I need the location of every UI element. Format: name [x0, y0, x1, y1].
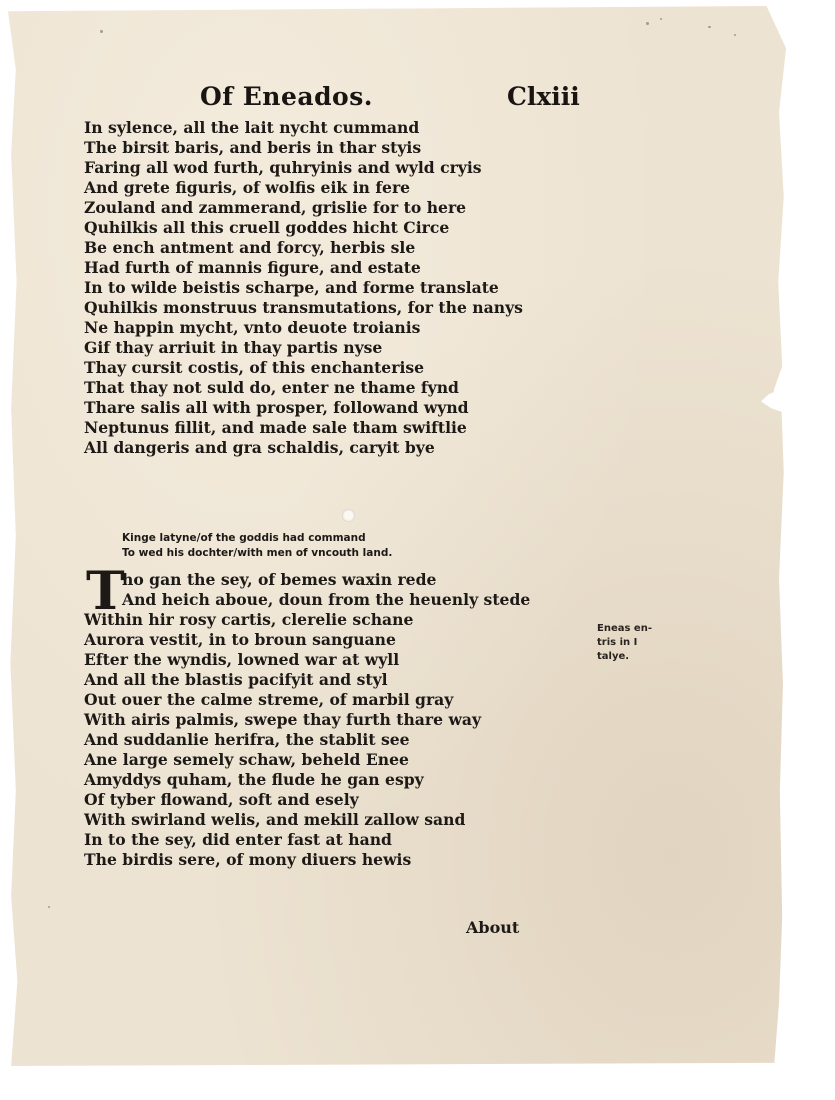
- margin-note-line: tris in I: [597, 637, 638, 648]
- foxing-spot: [48, 906, 50, 908]
- section-rubric: [122, 531, 392, 561]
- paper-hole: [342, 509, 355, 522]
- verse-line: And all the blastis pacifyit and styl: [84, 670, 388, 689]
- verse-line: That thay not suld do, enter ne thame fynd: [84, 378, 459, 397]
- verse-line: With swirland welis, and mekill zallow sand: [84, 810, 466, 829]
- rubric-line: Kinge latyne/of the goddis had command: [122, 532, 366, 544]
- marginal-note: [597, 622, 652, 664]
- foxing-spot: [100, 30, 103, 33]
- verse-line: The birsit baris, and beris in thar styis: [84, 138, 422, 157]
- verse-line: Aurora vestit, in to broun sanguane: [84, 630, 396, 649]
- drop-cap-initial: T: [86, 561, 125, 622]
- verse-line: Be ench antment and forcy, herbis sle: [84, 238, 416, 257]
- verse-line: With airis palmis, swepe thay furth thare way: [84, 710, 482, 729]
- margin-note-line: talye.: [597, 651, 630, 662]
- verse-line: Gif thay arriuit in thay partis nyse: [84, 338, 383, 357]
- verse-line: And suddanlie herifra, the stablit see: [84, 730, 410, 749]
- verse-line: Faring all wod furth, quhryinis and wyld cryis: [84, 158, 482, 177]
- verse-line: Had furth of mannis figure, and estate: [84, 258, 421, 277]
- folio-number: Clxiii: [507, 82, 580, 111]
- verse-line: ho gan the sey, of bemes waxin rede: [122, 570, 437, 589]
- verse-line: And heich aboue, doun from the heuenly stede: [122, 590, 531, 609]
- foxing-spot: [646, 22, 649, 25]
- verse-block-2: [84, 610, 534, 870]
- verse-line: Quhilkis monstruus transmutations, for the nanys: [84, 298, 523, 317]
- verse-block-2-indented: [122, 570, 572, 610]
- verse-line: Quhilkis all this cruell goddes hicht Circe: [84, 218, 450, 237]
- verse-line: Ne happin mycht, vnto deuote troianis: [84, 318, 421, 337]
- verse-line: Amyddys quham, the flude he gan espy: [84, 770, 424, 789]
- margin-note-line: Eneas en-: [597, 623, 652, 634]
- verse-line: Zouland and zammerand, grislie for to here: [84, 198, 467, 217]
- verse-line: Within hir rosy cartis, clerelie schane: [84, 610, 414, 629]
- verse-line: And grete figuris, of wolfis eik in fere: [84, 178, 411, 197]
- verse-line: In to the sey, did enter fast at hand: [84, 830, 392, 849]
- foxing-spot: [708, 26, 711, 28]
- verse-line: Thare salis all with prosper, followand wynd: [84, 398, 469, 417]
- foxing-spot: [660, 18, 662, 20]
- verse-line: All dangeris and gra schaldis, caryit bye: [84, 438, 435, 457]
- verse-line: Of tyber flowand, soft and esely: [84, 790, 359, 809]
- running-title: Of Eneados.: [200, 82, 374, 111]
- rubric-line: To wed his dochter/with men of vncouth land.: [122, 547, 393, 559]
- foxing-spot: [734, 34, 736, 36]
- verse-block-1: [84, 118, 534, 458]
- verse-line: In sylence, all the lait nycht cummand: [84, 118, 420, 137]
- catchword: About: [466, 918, 520, 937]
- verse-line: Neptunus fillit, and made sale tham swiftlie: [84, 418, 467, 437]
- verse-line: The birdis sere, of mony diuers hewis: [84, 850, 412, 869]
- verse-line: Ane large semely schaw, beheld Enee: [84, 750, 409, 769]
- verse-line: Efter the wyndis, lowned war at wyll: [84, 650, 400, 669]
- verse-line: Thay cursit costis, of this enchanterise: [84, 358, 425, 377]
- verse-line: In to wilde beistis scharpe, and forme translate: [84, 278, 499, 297]
- verse-line: Out ouer the calme streme, of marbil gray: [84, 690, 454, 709]
